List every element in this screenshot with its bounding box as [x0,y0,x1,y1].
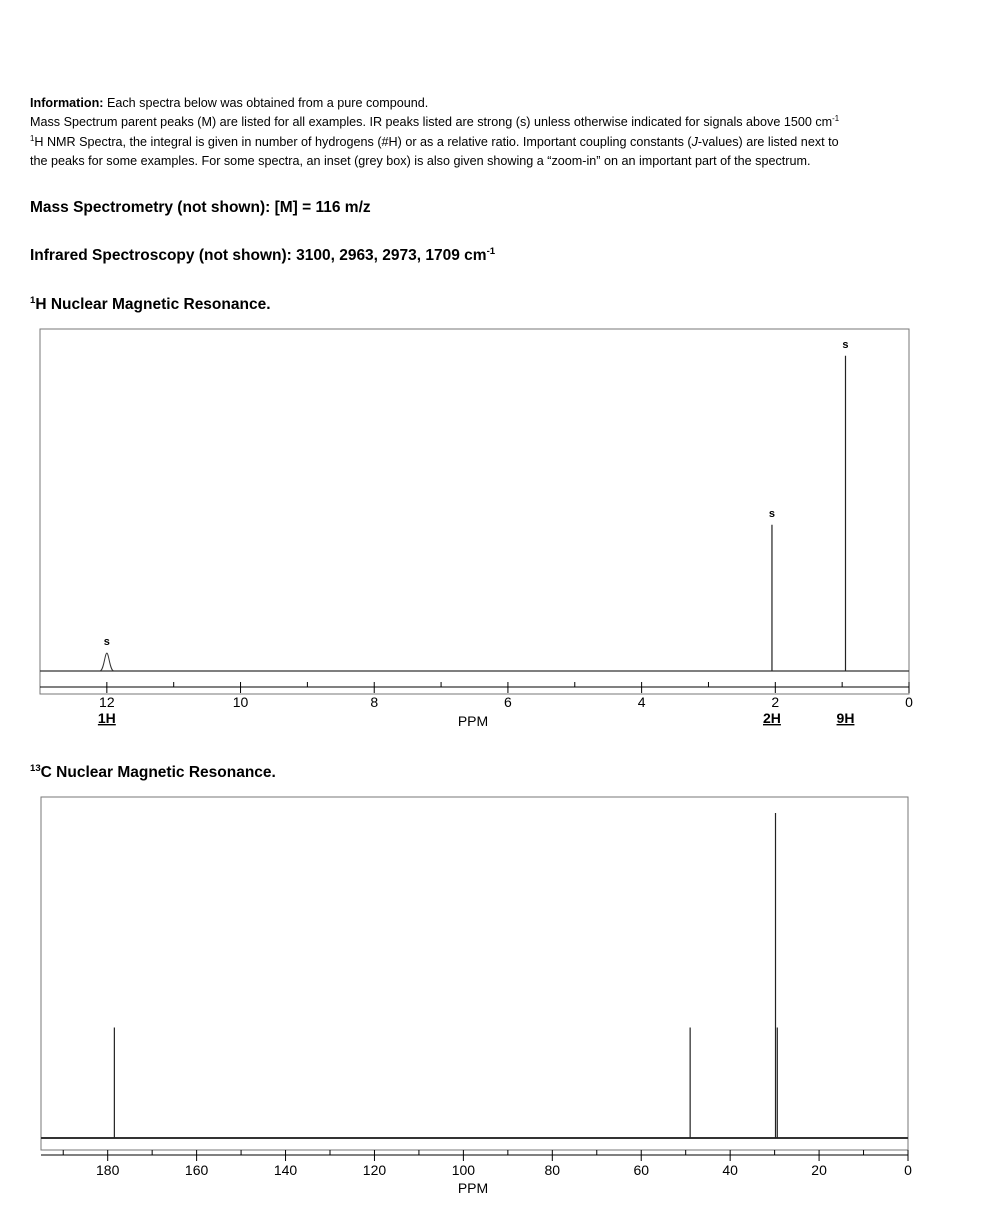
tick-label: 180 [96,1162,120,1178]
tick-label: 2 [771,694,780,710]
tick-label: 20 [811,1162,827,1178]
info-line-4-text: the peaks for some examples. For some spectra, an inset (grey box) is also given showing a “zoom-in” on an important part of the spectrum. [30,153,811,168]
info-line-1-text: Each spectra below was obtained from a pure compound. [103,96,429,110]
c-nmr-heading [30,764,276,782]
tick-label: 0 [905,694,913,710]
tick-label: 4 [637,694,646,710]
info-line-3-text: H NMR Spectra, the integral is given in number of hydrogens (#H) or as a relative ratio. Important coupling constants ( [34,134,692,149]
information-block [30,94,930,171]
tick-label: 40 [722,1162,738,1178]
tick-label: 12 [99,694,115,710]
mass-spec-heading [30,199,371,217]
info-line-3-text-b: -values) are listed next to [697,134,839,149]
ir-text: Infrared Spectroscopy (not shown): 3100, 2963, 2973, 1709 cm [30,247,487,264]
h-nmr-sup: 1 [30,295,36,307]
info-line-4 [30,152,930,171]
tick-label: 10 [232,694,249,710]
info-line-2 [30,113,930,132]
tick-label: 120 [362,1162,387,1178]
info-line-3-sup: 1 [30,133,35,143]
x-axis-title: PPM [457,713,489,729]
h-nmr-heading-text: H Nuclear Magnetic Resonance. [35,296,271,313]
info-line-2-text: Mass Spectrum parent peaks (M) are listed for all examples. IR peaks listed are strong (s) unless otherwise indicated for signals above 1500 cm [30,115,833,130]
c-nmr-heading-text: C Nuclear Magnetic Resonance. [40,764,276,781]
h-nmr-heading [30,296,271,314]
spectrum-frame [41,797,908,1150]
peak-multiplicity: s [768,507,776,520]
ir-sup: -1 [486,246,496,258]
tick-label: 140 [273,1162,298,1178]
peak-integral: 2H [763,710,781,726]
info-line-1 [30,94,930,113]
peak [100,653,114,671]
peak-multiplicity: s [842,338,849,351]
tick-label: 6 [504,694,512,710]
peak-integral: 1H [97,710,116,726]
tick-label: 60 [633,1162,650,1178]
tick-label: 80 [544,1162,561,1178]
c-nmr-sup: 13 [30,763,41,775]
peak-multiplicity: s [103,636,110,649]
c-nmr-spectrum [0,790,996,1210]
mass-spec-text: Mass Spectrometry (not shown): [M] = 116 m/z [30,199,371,216]
info-line-3 [30,133,930,152]
info-line-2-sup: -1 [832,114,840,124]
info-label: Information: [30,96,104,110]
tick-label: 8 [370,694,379,710]
tick-label: 160 [184,1162,209,1178]
ir-heading [30,247,495,265]
tick-label: 0 [904,1162,912,1178]
x-axis-title: PPM [457,1180,489,1196]
spectrum-frame [40,329,909,694]
h-nmr-spectrum [0,320,996,740]
tick-label: 100 [451,1162,476,1178]
peak-integral: 9H [836,710,855,726]
info-line-3-j: J [691,134,698,149]
